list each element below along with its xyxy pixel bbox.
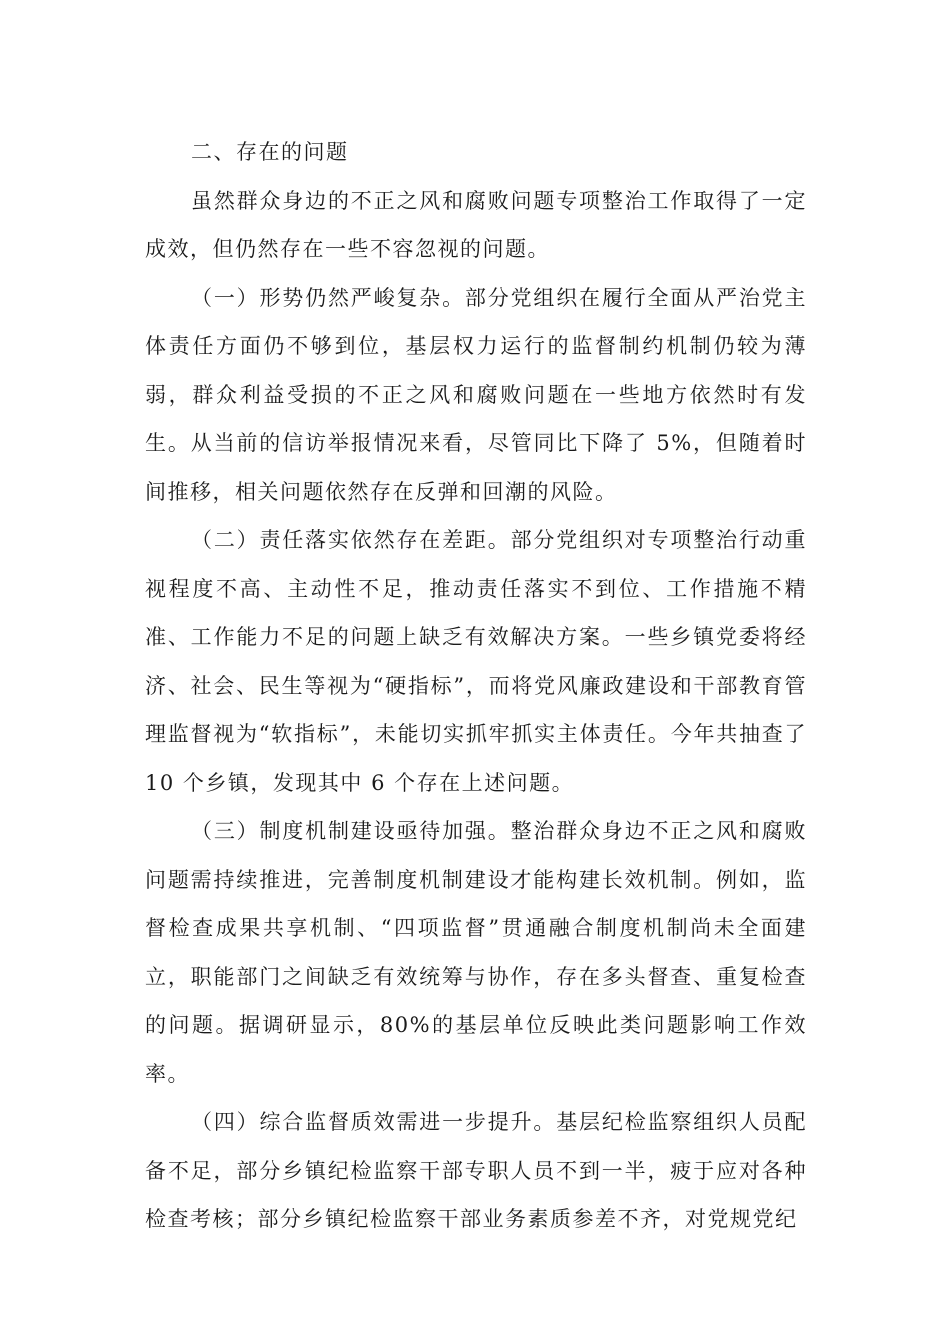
paragraph-supervision: （四）综合监督质效需进一步提升。基层纪检监察组织人员配备不足，部分乡镇纪检监察干部专职人员不到一半，疲于应对各种检查考核；部分乡镇纪检监察干部业务素质参差不齐，对党规党纪 — [145, 1110, 807, 1231]
paragraph-situation: （一）形势仍然严峻复杂。部分党组织在履行全面从严治党主体责任方面仍不够到位，基层权力运行的监督制约机制仍较为薄弱，群众利益受损的不正之风和腐败问题在一些地方依然时有发生。从当前的信访举报情况来看，尽管同比下降了 5%，但随着时间推移，相关问题依然存在反弹和回潮的风险。 — [145, 285, 807, 504]
document-body — [145, 128, 807, 1244]
paragraph-mechanism: （三）制度机制建设亟待加强。整治群众身边不正之风和腐败问题需持续推进，完善制度机制建设才能构建长效机制。例如，监督检查成果共享机制、“四项监督”贯通融合制度机制尚未全面建立，职能部门之间缺乏有效统筹与协作，存在多头督查、重复检查的问题。据调研显示，80%的基层单位反映此类问题影响工作效率。 — [145, 819, 807, 1086]
section-heading: 二、存在的问题 — [191, 140, 349, 164]
paragraph-intro: 虽然群众身边的不正之风和腐败问题专项整治工作取得了一定成效，但仍然存在一些不容忽视的问题。 — [145, 188, 807, 261]
paragraph-responsibility: （二）责任落实依然存在差距。部分党组织对专项整治行动重视程度不高、主动性不足，推动责任落实不到位、工作措施不精准、工作能力不足的问题上缺乏有效解决方案。一些乡镇党委将经济、社会、民生等视为“硬指标”，而将党风廉政建设和干部教育管理监督视为“软指标”，未能切实抓牢抓实主体责任。今年共抽查了10 个乡镇，发现其中 6 个存在上述问题。 — [145, 528, 807, 795]
